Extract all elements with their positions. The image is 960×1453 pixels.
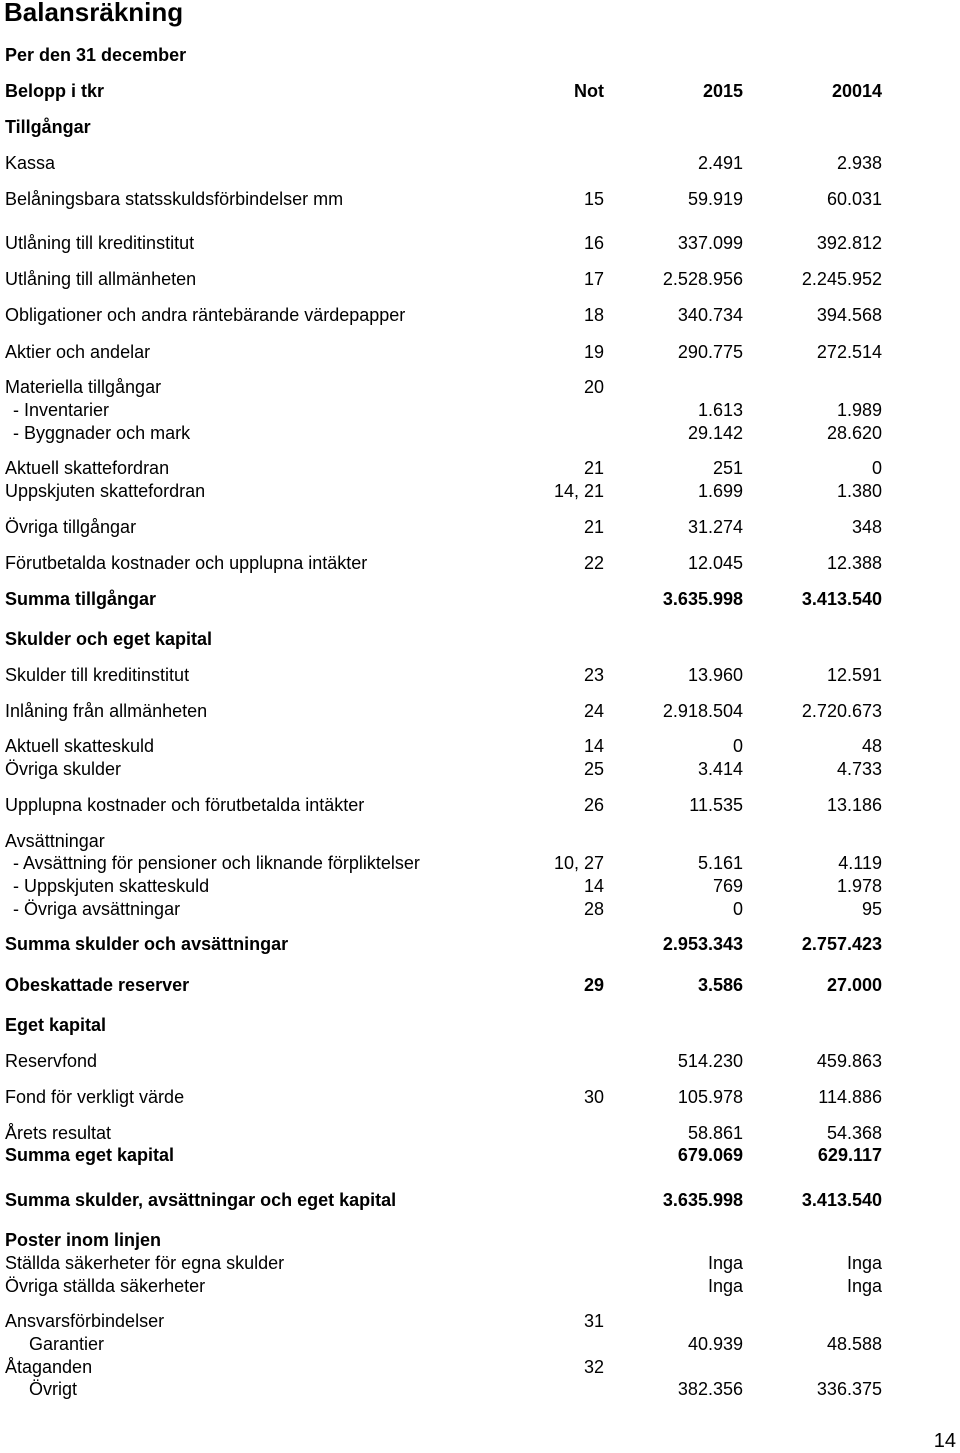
value-20014: 12.388 [826, 553, 882, 573]
value-20014: 54.368 [826, 1123, 882, 1143]
table-row [0, 1014, 960, 1036]
page-title: Balansräkning [4, 0, 184, 27]
note-number: 20 [583, 377, 604, 397]
row-label: Belåningsbara statsskuldsförbindelser mm [5, 189, 344, 209]
row-label: Övrigt [29, 1379, 78, 1399]
row-label: Ansvarsförbindelser [5, 1311, 165, 1331]
row-label: Summa skulder och avsättningar [5, 934, 289, 954]
table-row [0, 794, 960, 816]
note-number: 22 [583, 553, 604, 573]
value-2015: 2.491 [697, 153, 743, 173]
row-label: Övriga tillgångar [5, 517, 137, 537]
row-label: Övriga skulder [5, 759, 122, 779]
note-number: 25 [583, 759, 604, 779]
value-20014: 629.117 [817, 1145, 882, 1165]
table-row [0, 735, 960, 757]
value-20014: 13.186 [826, 795, 882, 815]
table-row [0, 188, 960, 210]
table-row [0, 152, 960, 174]
row-label: Belopp i tkr [5, 81, 105, 101]
row-label: - Inventarier [13, 400, 110, 420]
value-20014: 48 [861, 736, 882, 756]
row-label: Garantier [29, 1334, 105, 1354]
table-row [0, 44, 960, 66]
note-number: 14 [583, 876, 604, 896]
table-row [0, 376, 960, 398]
table-row [0, 1310, 960, 1332]
table-row [0, 232, 960, 254]
note-number: 14, 21 [553, 481, 604, 501]
row-label: Skulder till kreditinstitut [5, 665, 190, 685]
table-row [0, 588, 960, 610]
row-label: Summa tillgångar [5, 589, 157, 609]
value-20014: 20014 [831, 81, 882, 101]
table-row [0, 457, 960, 479]
note-number: 26 [583, 795, 604, 815]
note-number: 16 [583, 233, 604, 253]
row-label: Inlåning från allmänheten [5, 701, 208, 721]
table-row [0, 399, 960, 421]
table-row [0, 1144, 960, 1166]
note-number: 24 [583, 701, 604, 721]
note-number: 29 [583, 975, 604, 995]
value-20014: 336.375 [816, 1379, 882, 1399]
value-20014: 394.568 [816, 305, 882, 325]
table-row [0, 898, 960, 920]
value-2015: 1.699 [697, 481, 743, 501]
note-number: 21 [583, 517, 604, 537]
value-20014: 4.119 [838, 853, 882, 873]
row-label: Tillgångar [5, 117, 91, 137]
table-row [0, 933, 960, 955]
table-row [0, 1122, 960, 1144]
value-20014: 2.245.952 [801, 269, 882, 289]
value-2015: 514.230 [677, 1051, 743, 1071]
note-number: 23 [583, 665, 604, 685]
table-row [0, 304, 960, 326]
value-2015: 0 [732, 736, 743, 756]
table-row [0, 974, 960, 996]
row-label: Övriga ställda säkerheter [5, 1276, 206, 1296]
table-row [0, 552, 960, 574]
table-row [0, 875, 960, 897]
value-20014: 28.620 [826, 423, 882, 443]
table-row [0, 1378, 960, 1400]
value-2015: 0 [732, 899, 743, 919]
value-2015: 31.274 [687, 517, 743, 537]
table-row [0, 80, 960, 102]
value-2015: Inga [707, 1253, 743, 1273]
table-row [0, 628, 960, 650]
value-20014: 95 [861, 899, 882, 919]
value-2015: 290.775 [677, 342, 743, 362]
table-row [0, 516, 960, 538]
table-row [0, 268, 960, 290]
value-2015: 5.161 [697, 853, 743, 873]
value-2015: 3.586 [697, 975, 743, 995]
value-2015: 382.356 [677, 1379, 743, 1399]
row-label: - Övriga avsättningar [13, 899, 181, 919]
note-number: 30 [583, 1087, 604, 1107]
value-20014: 1.380 [836, 481, 882, 501]
table-row [0, 341, 960, 363]
value-2015: 3.635.998 [662, 1190, 743, 1210]
value-20014: 348 [851, 517, 882, 537]
row-label: Åtaganden [5, 1357, 93, 1377]
value-2015: 3.414 [697, 759, 743, 779]
row-label: Årets resultat [5, 1123, 112, 1143]
row-label: Materiella tillgångar [5, 377, 162, 397]
value-2015: 105.978 [677, 1087, 743, 1107]
table-row [0, 1086, 960, 1108]
value-20014: 1.978 [836, 876, 882, 896]
row-label: Summa eget kapital [5, 1145, 175, 1165]
row-label: Utlåning till allmänheten [5, 269, 197, 289]
row-label: Aktuell skattefordran [5, 458, 170, 478]
value-2015: 40.939 [687, 1334, 743, 1354]
row-label: Kassa [5, 153, 56, 173]
value-20014: 3.413.540 [801, 1190, 882, 1210]
value-20014: 27.000 [826, 975, 882, 995]
table-row [0, 852, 960, 874]
row-label: Aktier och andelar [5, 342, 151, 362]
note-number: 15 [583, 189, 604, 209]
value-2015: 340.734 [677, 305, 743, 325]
row-label: Poster inom linjen [5, 1230, 162, 1250]
value-20014: 272.514 [816, 342, 882, 362]
table-row [0, 1356, 960, 1378]
value-20014: 2.720.673 [801, 701, 882, 721]
value-20014: 0 [871, 458, 882, 478]
value-20014: 392.812 [816, 233, 882, 253]
value-2015: 11.535 [689, 795, 743, 815]
table-row [0, 1229, 960, 1251]
table-row [0, 1333, 960, 1355]
row-label: Summa skulder, avsättningar och eget kapital [5, 1190, 397, 1210]
page-number: 14 [933, 1430, 956, 1452]
row-label: Reservfond [5, 1051, 98, 1071]
note-number: Not [574, 81, 604, 101]
value-20014: 1.989 [836, 400, 882, 420]
value-20014: 459.863 [816, 1051, 882, 1071]
row-label: Uppskjuten skattefordran [5, 481, 206, 501]
row-label: Upplupna kostnader och förutbetalda intäkter [5, 795, 365, 815]
table-row [0, 758, 960, 780]
table-row [0, 116, 960, 138]
value-20014: 114.886 [818, 1087, 882, 1107]
note-number: 10, 27 [553, 853, 604, 873]
value-20014: 48.588 [826, 1334, 882, 1354]
table-row [0, 830, 960, 852]
note-number: 18 [583, 305, 604, 325]
row-label: Avsättningar [5, 831, 105, 851]
value-2015: 12.045 [687, 553, 743, 573]
value-20014: 2.938 [836, 153, 882, 173]
note-number: 28 [583, 899, 604, 919]
row-label: Skulder och eget kapital [5, 629, 213, 649]
note-number: 32 [583, 1357, 604, 1377]
note-number: 19 [583, 342, 604, 362]
note-number: 31 [583, 1311, 604, 1331]
table-row [0, 1252, 960, 1274]
row-label: Utlåning till kreditinstitut [5, 233, 195, 253]
value-2015: 29.142 [687, 423, 743, 443]
note-number: 21 [583, 458, 604, 478]
value-2015: 769 [712, 876, 743, 896]
value-2015: 3.635.998 [662, 589, 743, 609]
table-row [0, 1275, 960, 1297]
value-2015: 13.960 [687, 665, 743, 685]
table-row [0, 1189, 960, 1211]
table-row [0, 664, 960, 686]
value-20014: 3.413.540 [801, 589, 882, 609]
value-2015: Inga [707, 1276, 743, 1296]
value-20014: 2.757.423 [801, 934, 882, 954]
row-label: - Byggnader och mark [13, 423, 191, 443]
value-2015: 2015 [702, 81, 743, 101]
row-label: Ställda säkerheter för egna skulder [5, 1253, 285, 1273]
value-2015: 679.069 [677, 1145, 743, 1165]
row-label: Eget kapital [5, 1015, 107, 1035]
row-label: Fond för verkligt värde [5, 1087, 185, 1107]
value-2015: 2.918.504 [662, 701, 743, 721]
value-20014: Inga [846, 1253, 882, 1273]
row-label: Aktuell skatteskuld [5, 736, 155, 756]
value-2015: 2.953.343 [662, 934, 743, 954]
value-2015: 59.919 [687, 189, 743, 209]
value-20014: 4.733 [836, 759, 882, 779]
note-number: 14 [583, 736, 604, 756]
value-20014: 12.591 [826, 665, 882, 685]
row-label: Förutbetalda kostnader och upplupna intäkter [5, 553, 368, 573]
value-2015: 58.861 [687, 1123, 743, 1143]
row-label: - Uppskjuten skatteskuld [13, 876, 210, 896]
note-number: 17 [583, 269, 604, 289]
table-row [0, 1050, 960, 1072]
row-label: Obeskattade reserver [5, 975, 190, 995]
value-2015: 1.613 [697, 400, 743, 420]
table-row [0, 700, 960, 722]
row-label: Per den 31 december [5, 45, 187, 65]
value-2015: 2.528.956 [662, 269, 743, 289]
value-2015: 337.099 [677, 233, 743, 253]
table-row [0, 480, 960, 502]
row-label: - Avsättning för pensioner och liknande förpliktelser [13, 853, 420, 873]
table-row [0, 422, 960, 444]
row-label: Obligationer och andra räntebärande värdepapper [5, 305, 406, 325]
value-20014: 60.031 [826, 189, 882, 209]
value-2015: 251 [712, 458, 743, 478]
value-20014: Inga [846, 1276, 882, 1296]
